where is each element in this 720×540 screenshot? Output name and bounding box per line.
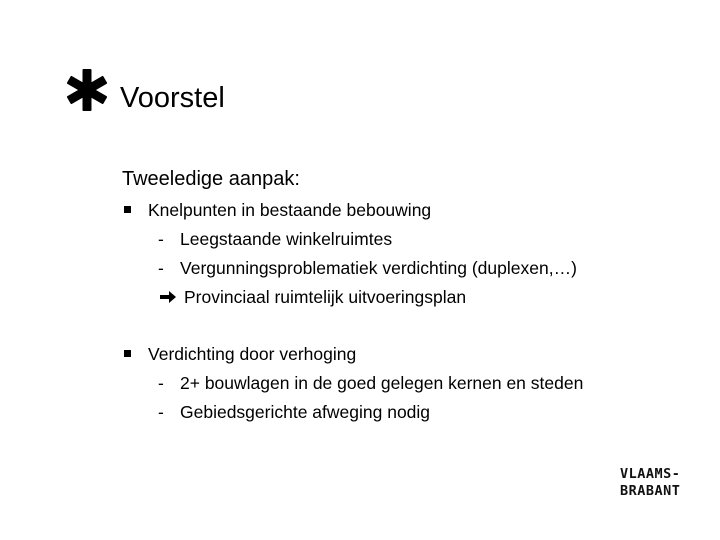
list-item: Leegstaande winkelruimtes	[180, 229, 393, 249]
section-heading: Verdichting door verhoging	[148, 344, 357, 364]
asterisk-icon	[64, 68, 110, 112]
dash-marker: -	[158, 258, 164, 278]
right-arrow-icon	[160, 290, 176, 304]
section-heading: Knelpunten in bestaande bebouwing	[148, 200, 432, 220]
logo-line: BRABANT	[620, 483, 681, 499]
dash-marker: -	[158, 402, 164, 422]
list-item: Vergunningsproblematiek verdichting (duplexen,…)	[180, 258, 577, 278]
square-bullet-icon	[124, 206, 131, 213]
conclusion-text: Provinciaal ruimtelijk uitvoeringsplan	[184, 287, 467, 307]
slide-subtitle: Tweeledige aanpak:	[122, 168, 300, 190]
slide-title: Voorstel	[120, 82, 225, 114]
square-bullet-icon	[124, 350, 131, 357]
dash-marker: -	[158, 373, 164, 393]
logo-line: VLAAMS-	[620, 466, 681, 482]
list-item: 2+ bouwlagen in de goed gelegen kernen en steden	[180, 373, 584, 393]
list-item: Gebiedsgerichte afweging nodig	[180, 402, 431, 422]
vlaams-brabant-logo	[620, 466, 680, 500]
dash-marker: -	[158, 229, 164, 249]
